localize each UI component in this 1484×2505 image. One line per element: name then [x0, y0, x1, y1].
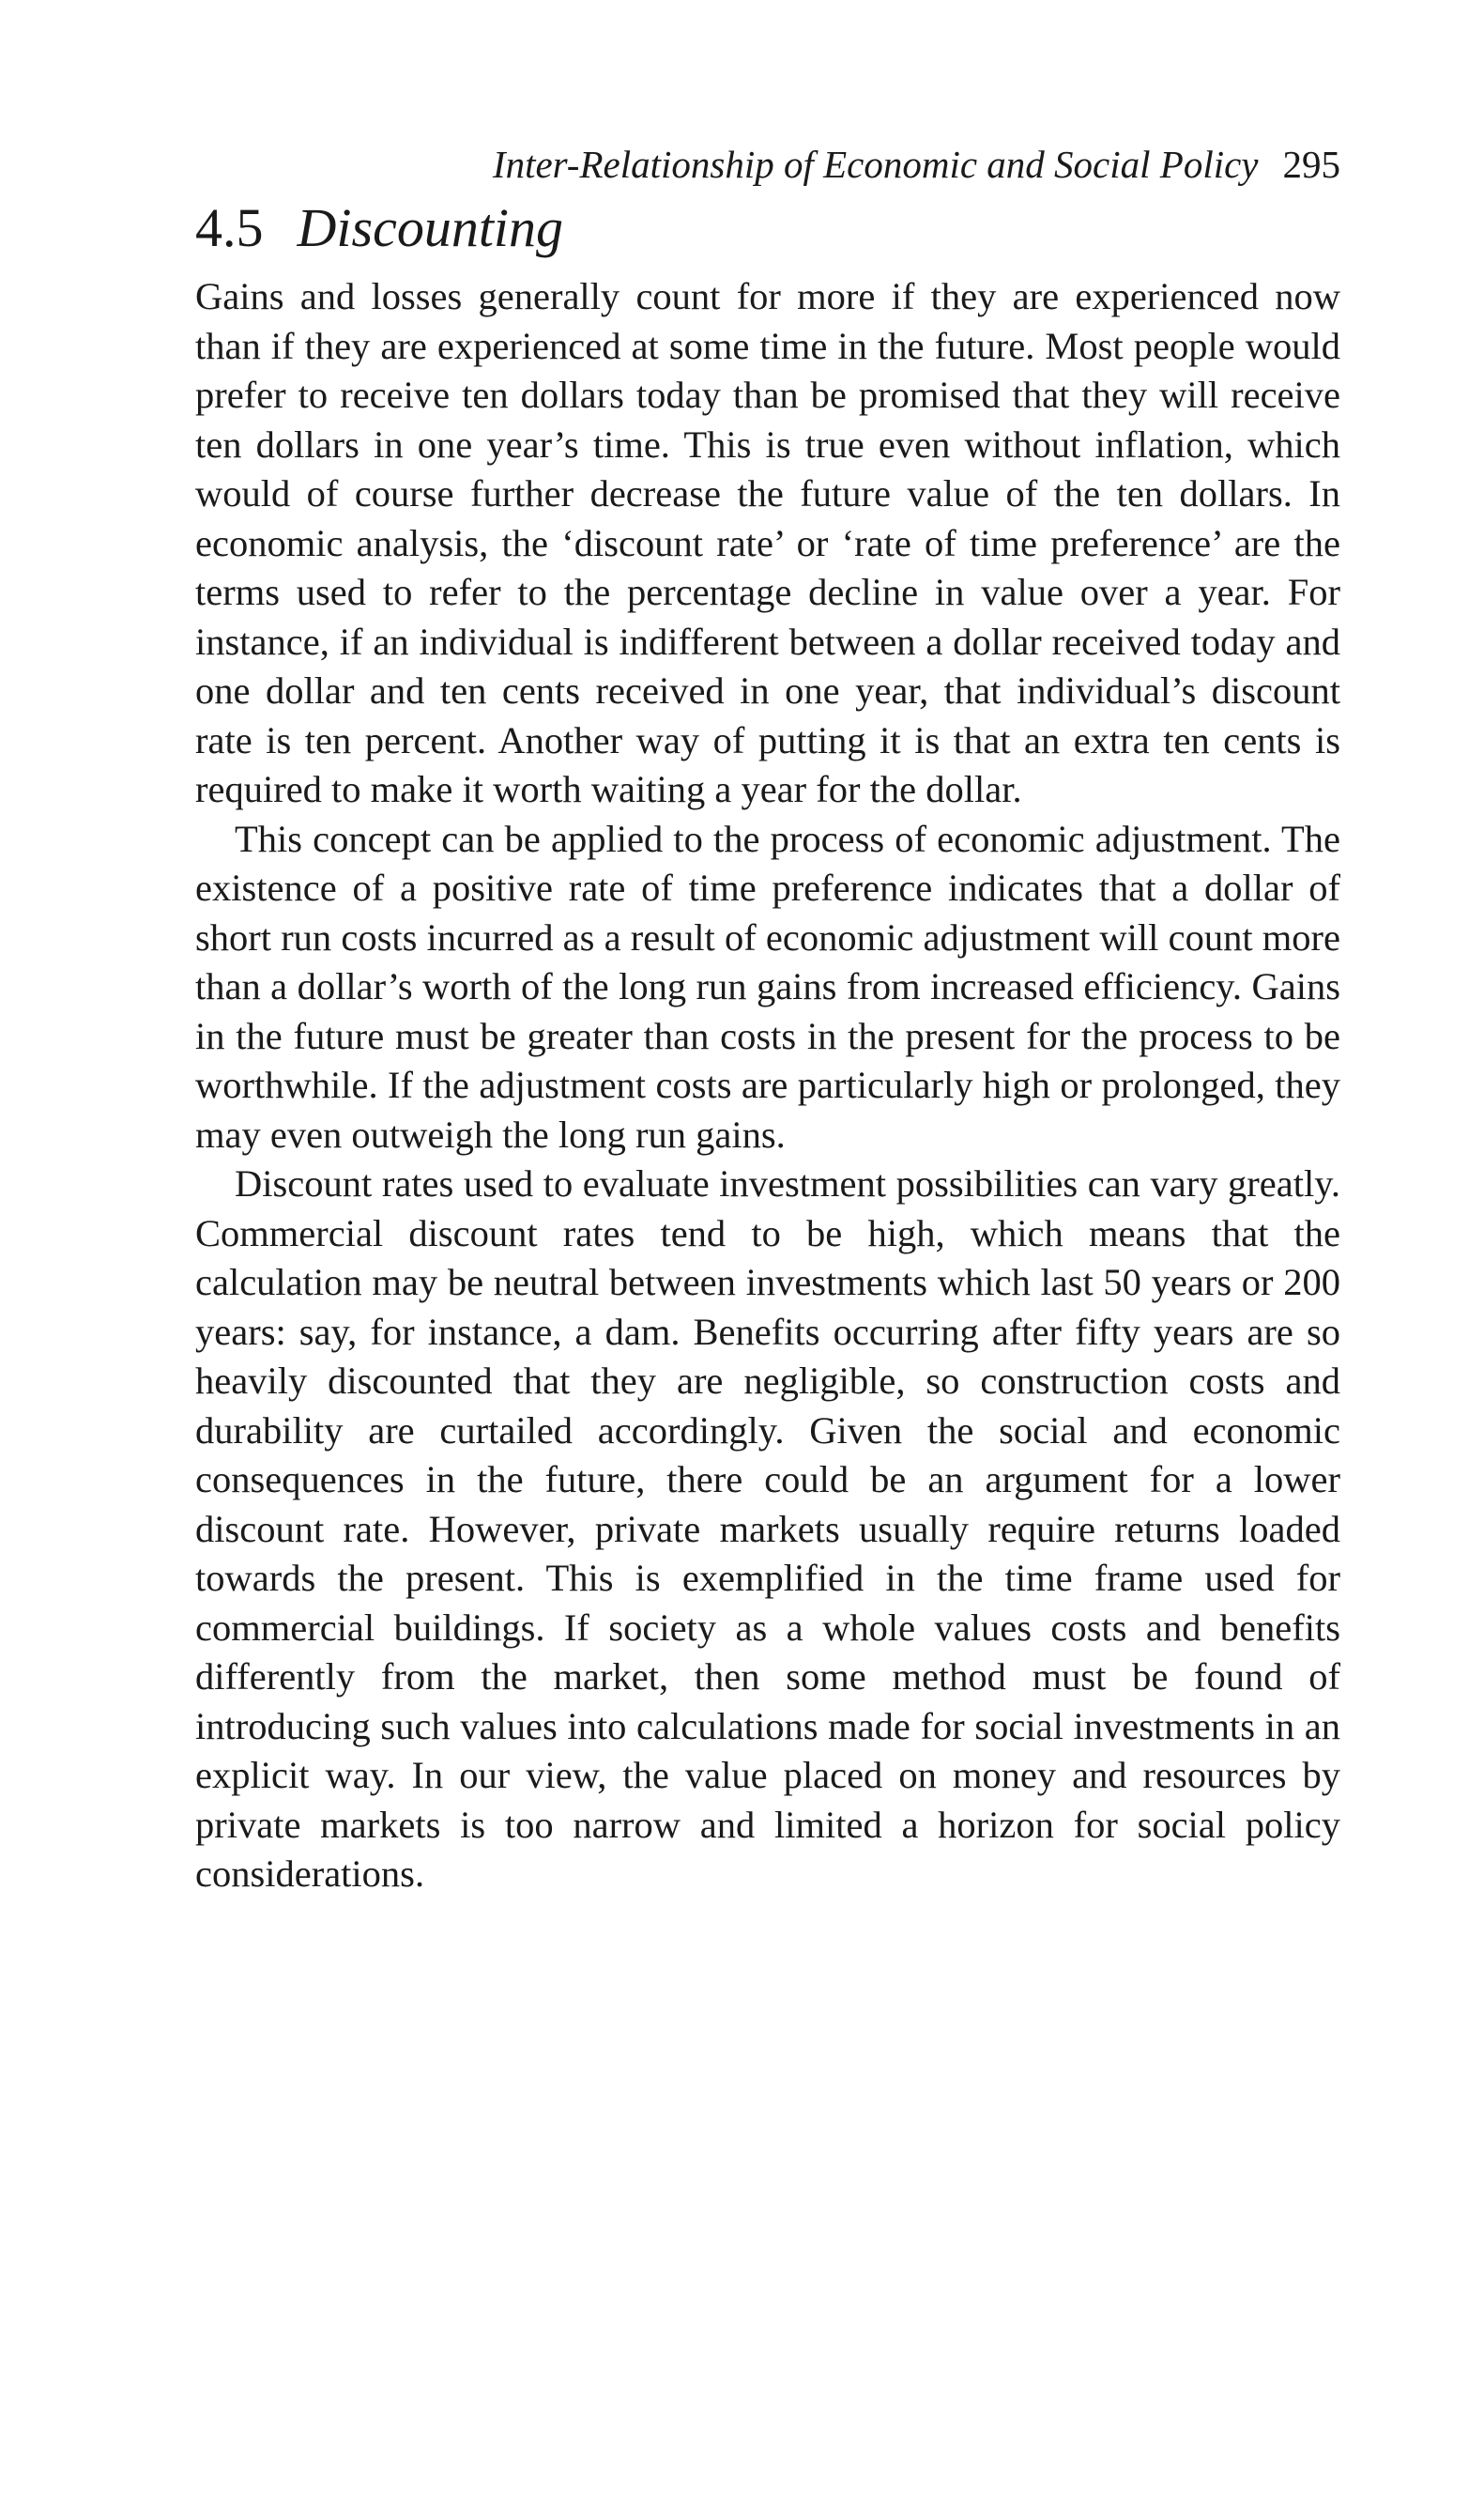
running-title: Inter-Relationship of Economic and Social Policy — [492, 143, 1259, 186]
paragraph: Gains and losses generally count for more if they are experienced now than if they are experienced at some time in the future. Most people would prefer to receive ten dollars today than be promised that they will receive ten dollars in one year’s time. This is true even without inflation, which would of course further decrease the future value of the ten dollars. In economic analysis, the ‘discount rate’ or ‘rate of time preference’ are the terms used to refer to the percentage decline in value over a year. For instance, if an individual is indifferent between a dollar received today and one dollar and ten cents received in one year, that individual’s discount rate is ten percent. Another way of putting it is that an extra ten cents is required to make it worth waiting a year for the dollar. — [195, 275, 1340, 810]
book-page — [195, 141, 1340, 1899]
page-number: 295 — [1282, 143, 1340, 186]
running-head — [195, 141, 1340, 193]
body-text — [195, 272, 1340, 1899]
section-title: Discounting — [297, 197, 564, 258]
section-heading — [195, 195, 1340, 272]
paragraph: Discount rates used to evaluate investment possibilities can vary greatly. Commercial discount rates tend to be high, which means that the calculation may be neutral between investments which last 50 years or 200 years: say, for instance, a dam. Benefits occurring after fifty years are so heavily discounted that they are negligible, so construction costs and durability are curtailed accordingly. Given the social and economic consequences in the future, there could be an argument for a lower discount rate. However, private markets usually require returns loaded towards the present. This is exemplified in the time frame used for commercial buildings. If society as a whole values costs and benefits differently from the market, then some method must be found of introducing such values into calculations made for social investments in an explicit way. In our view, the value placed on money and resources by private markets is too narrow and limited a horizon for social policy considerations. — [195, 1162, 1340, 1895]
paragraph: This concept can be applied to the process of economic adjustment. The existence of a positive rate of time preference indicates that a dollar of short run costs incurred as a result of economic adjustment will count more than a dollar’s worth of the long run gains from increased efficiency. Gains in the future must be greater than costs in the present for the process to be worthwhile. If the adjustment costs are particularly high or prolonged, they may even outweigh the long run gains. — [195, 817, 1340, 1156]
section-number: 4.5 — [195, 197, 264, 258]
